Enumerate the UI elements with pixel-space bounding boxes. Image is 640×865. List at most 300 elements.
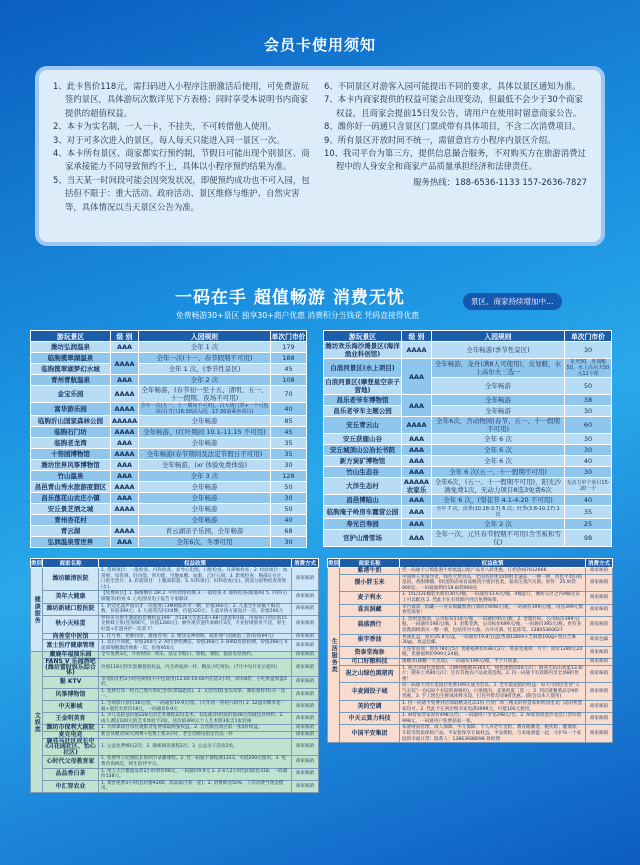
merchant-name: 尚善堂中医馆 [43,633,99,640]
merchant-row [31,676,319,688]
merchant-name: 崔字香油 [340,634,400,646]
merchant-name: FANS V 乐园酒吧(潍坊蕾时娱乐综合体) [43,658,99,676]
attractions-row [30,330,611,548]
ticket-price: 40 [271,403,307,416]
table-row [31,342,307,353]
page-title: 会员卡使用须知 [263,36,376,54]
entry-rule: 全年 1 次 [139,342,271,353]
notice-left-column [53,80,316,236]
column-header: 类别 [328,559,340,568]
merchant-row [328,634,613,646]
column-header: 入园规则 [432,331,565,342]
attraction-name: 安丘城顶山公冶长书院 [324,445,402,456]
notice-item: 4、本卡所有景区、商家都实行预约制，节假日可能出现个别景区、商家承接能力不同导致预约不上，具体以小程序预约结果为准。 [53,148,310,172]
table-row [324,434,612,445]
grade-level: AAAA [402,342,432,359]
grade-level: AAAA [111,504,139,515]
redeem-method: 商家核销 [586,604,613,616]
subline: 免费畅游30+景区 独享30+商户优惠 消费积分当钱花 凭码直接得优惠 [176,311,420,320]
redeem-method: 商家核销 [586,658,613,665]
entry-rule: 全年畅游 [432,378,565,395]
redeem-method: 商家核销 [586,683,613,701]
attraction-name: 潍坊欢乐海沙滩景区(海洋渔业科创馆) [325,342,400,358]
grade-level: AAA [111,375,139,386]
attraction-name: 临朐淹子岭房车露营公园 [324,506,402,519]
redeem-method: 商家核销 [586,646,613,658]
merchant-name: 祝之山绿色黑猪肉 [340,665,400,683]
notice-item: 5、当天某一时间段可能会因突发状况，即便预约成功也不可入园，包括但不限于：重大活动、政府活动、景区维修与维护、自然灾害等，具体情况以当天景区公告为准。 [53,174,310,212]
entry-rule: 青云湖亲子乐园，全年畅游 [139,526,271,537]
benefit-policy: 呼和贝尔原生態超值套餐权益199！含128元雪蛋1箱+68元滋蛋粉1箱，再加每日到店领15克鲜蜂王浆(连领90天，价值1280元)；额外观享遗传承蜂疗3次，专业舒缓筋骨不适，原生好蛋+非遗养护一次拿下！ [99,615,292,633]
benefit-policy: 1. AI智家管家原价498元/台，一码通用户享受298元/台。2. AI家客创意沙龙会门票价值998元，一码通用户免费获取一张。 [400,713,586,725]
column-header: 游玩景区 [31,331,111,342]
ticket-price: 30 [565,342,612,359]
table-row [31,403,307,416]
merchant-name: 可口好粮科技 [340,658,400,665]
column-header: 消费方式 [586,559,613,568]
notice-item: 2、本卡为实名制，一人一卡，不挂失，不可转借他人使用。 [53,121,277,132]
ticket-price: 40 [565,456,612,467]
merchant-row [328,725,613,743]
benefit-policy: 茅台镇第一洞藏——喜宾洞藏酱香白酒原价698元/瓶，一码通价399元/瓶，再送399元酱香堂海参！ [400,604,586,616]
merchant-row [31,756,319,768]
benefit-policy: 1. 大师课项目每位观影者免费领取两张权益。2. 自营演出项目第一张5折权益。 [99,725,292,732]
category-label: 文娱类 [31,652,43,793]
benefit-policy: 新会员赠送50元网费+免费上机3小时，老会员赠送指定饮品一杯 [99,732,292,739]
ticket-price: 40 [271,515,307,526]
grade-level: AAAA [111,526,139,537]
ticket-price: 128 [271,471,307,482]
attractions-table-left [30,330,307,548]
attraction-name: 昌乐老爷车主题公园 [324,406,402,417]
entry-rule: 全年一次(五一、十一期间不可用)，白天场门票+一个可选项目(当日16:30前入园，17:30前乘坐项目) [140,403,269,415]
headline: 一码在手 超值畅游 消费无忧 [175,288,405,308]
merchant-name: 潍坊新城口腔医院 [43,603,99,615]
redeem-method: 商家核销 [586,616,613,634]
merchant-name: 中天影城 [43,701,99,713]
redeem-method: 商家核销 [292,756,319,768]
merchant-row [328,646,613,658]
merchant-row [31,658,319,676]
redeem-method: 商家核销 [292,603,319,615]
merchant-name: 麦克电竞 [43,732,99,739]
column-header: 入园规则 [139,331,271,342]
table-row [324,395,612,406]
table-row [31,386,307,403]
table-row [31,526,307,537]
grade-level: AAA [402,519,432,530]
grade-level: AAA [111,460,139,471]
redeem-method: 商家核销 [586,574,613,592]
entry-rule: 全年畅游，(红叶期间 10.1-11.15 不可用) [139,427,271,438]
attraction-name: 白浪河景区(摩登星空亲子营地) [325,378,400,394]
table-row [31,515,307,526]
notice-item: 6、不同景区对游客入园可能提出不同的要求，具体以景区通知为准。 [324,81,581,91]
attraction-name: 昌乐莲花山农庄小镇 [31,493,111,504]
ticket-price: 30 [565,406,612,417]
attraction-name: 富华游乐园 [31,403,111,416]
ticket-price: 188 [271,353,307,364]
column-header: 级 别 [111,331,139,342]
benefit-policy: 1. 公益免费畅玩2次；2. 趣味阅读课程2次；3. 公益亲子活动2场。 [99,738,292,756]
ticket-price: 45 [271,427,307,438]
table-row [324,467,612,478]
column-header: 游玩景区 [324,331,402,342]
attraction-name: 大洋生态村 [324,478,402,495]
merchant-row [328,683,613,701]
entry-rule: 全年畅游，(xr 体验免费体验) [139,460,271,471]
grade-level: AAA [402,530,432,547]
ticket-price: 108 [271,375,307,386]
growing-badge: 景区、商家持续增加中… [463,293,562,310]
attraction-name: 青州杏花村 [31,515,111,526]
benefit-policy: 1. 少儿美陪送价值228元的艺术课程2次(美术、书法或诗词)送价值48元的画包及材料。2. 成人课送100元的艺术体验卡2张，送价值360元个人艺术照3张含1张装裱 [99,713,292,725]
entry-rule: 全年畅游 [139,482,271,493]
merchant-name: 心时代父母教育家 [43,756,99,768]
merchant-row [31,633,319,640]
grade-level: AAAA [111,482,139,493]
benefit-policy: 享受阳光档3小时纯欢唱(小中包通用)12:00-19:00内任选3小时，酒水8折，小吃拼盘果盘5折。 [99,676,292,688]
merchant-name: 中天云算力科技 [340,713,400,725]
attraction-name: 安丘青云山 [324,417,402,434]
merchant-row [31,615,319,633]
redeem-method: 商家核销 [292,701,319,713]
merchant-row [31,701,319,713]
merchant-row [31,568,319,591]
attraction-name: 安丘获鹿山谷 [324,434,402,445]
merchant-name: 魅 KTV [43,676,99,688]
merchant-name: 潍坊市保利大剧院 [43,725,99,732]
merchant-name: 资泰堂海参 [340,646,400,658]
attraction-name: 临朐老龙湾 [31,438,111,449]
table-header [324,331,612,342]
table-header [31,331,307,342]
ticket-price: 68 [271,526,307,537]
notice-item: 10、我司平台为第三方，提供信息撮合服务，不对购买方在旅游消费过程中的人身安全和商家产品质量承担经济和法律责任。 [324,148,586,172]
table-header [31,559,319,568]
redeem-method: 商家核销 [292,658,319,676]
column-header: 权益政策 [99,559,292,568]
merchant-row [328,568,613,575]
ticket-price: 50 [565,378,612,395]
attraction-name: 昌乐老爷车博物馆 [324,395,402,406]
redeem-method: 商家核销 [292,732,319,739]
column-header: 商家名称 [43,559,99,568]
attraction-name: 竹山生态谷 [324,467,402,478]
entry-rule: 全年一次，元旦春节假期不可用(含雪板和雪仗) [432,530,565,547]
entry-rule: 全年一次(十一、春节假期不可用) [139,353,271,364]
attraction-name: 弘润温泉雪世界 [31,537,111,548]
column-header: 单次门市价 [565,331,612,342]
benefit-policy: 1. 舒适化超声波洁牙一次或进口3M树脂补牙一颗，价值360元；2. 儿童全年涂氟不限次数，价值399元；3. 儿童窝沟封闭4颗，价值320元；儿童早矫方案设计一次，价值500元 [99,603,292,615]
grade-level: AAA [402,445,432,456]
grade-level: AAA [111,537,139,548]
attraction-name: 昌邑博陆山 [324,495,402,506]
grade-level: AAA [402,495,432,506]
merchant-name: 富士医疗健康管理 [43,640,99,652]
entry-rule: 全年畅游 [432,406,565,417]
attraction-name: 白浪河景区(水上项目) [324,359,402,378]
column-header: 类别 [31,559,43,568]
entry-rule: 全年畅游 [139,493,271,504]
table-row [324,506,612,519]
attraction-name: 临朐揽翠湖温泉 [31,353,111,364]
ticket-price: 30 [565,434,612,445]
entry-rule: 全年畅游，龙舟(满8人可使用)，皮划艇，水上高尔夫三选一 [432,359,565,378]
entry-rule: 全年畅游 [139,416,271,427]
category-label: 生活服务类 [328,568,340,743]
redeem-method: 商家核销 [292,725,319,732]
merchant-name: 风筝博物馆 [43,688,99,700]
merchant-name: 馒小胖玉米 [340,574,400,592]
entry-rule: 全年 3 次 [139,471,271,482]
redeem-method: 商家核销 [586,701,613,713]
grade-level: AAA [402,359,432,395]
entry-rule: 全年畅游 [139,438,271,449]
attraction-name: 青州青航温泉 [31,375,111,386]
merchant-row [31,738,319,756]
table-row [31,537,307,548]
merchant-row [31,640,319,652]
merchant-name: 紫港牛奶 [340,568,400,575]
ticket-price: 40 [565,495,612,506]
notice-item: 1、此卡售价118元，需扫码进入小程序注册激活后使用，可免费游玩签约景区，具体游玩次数详见下方表格；同时享受本说明书内商家提供的超值权益。 [53,81,309,118]
grade-level: AAAAA 农家乐 [402,478,432,495]
redeem-method: 商家核销 [292,615,319,633]
table-row [324,530,612,547]
notice-panel [35,66,605,246]
entry-rule: 全年 6 次 [432,434,565,445]
entry-rule: 全年 2 次 [432,519,565,530]
merchant-name: 秋小天桂蛋 [43,615,99,633]
benefit-policy: 1. 15L/12L桶装水原价30元/桶，一码通价13.6元/桶，4桶起订，潍坊五区之内4桶及以上可以配送 2. 凭此卡在有效期内到店免费喝茶。 [400,592,586,604]
table-row [31,427,307,438]
table-row [31,471,307,482]
benefit-policy: 家庭财富管理、成人保障、少儿保障、个人养老年金险、教育储蓄金、税优险、健康险、车险等资质保险产品。平安银保享专属权益，平安保险，与本地商盟一起，守护每一个家庭的幸福日常！联系人：13863688098 蒋经理 [400,725,586,743]
grade-level: AAA [402,434,432,445]
grade-level: AAAA [402,417,432,434]
table-row [31,460,307,471]
attraction-name: 潍坊世界风筝博物馆 [31,460,111,471]
benefit-policy: 全年免费3次，开放时间：周末、法定节假日、寒假、暑假，提前电话预约。 [99,652,292,659]
table-row [324,406,612,417]
ticket-price: 45 [271,364,307,375]
grade-level: AAA [402,467,432,478]
merchant-row [31,603,319,615]
notice-item: 8、潍你好一码通只含景区门票或带有具体项目，不含二次消费项目。 [324,121,581,132]
redeem-method: 商家核销 [586,592,613,604]
redeem-method: 商家核销 [292,738,319,756]
attraction-name: 寿光百寿园 [324,519,402,530]
entry-rule: 全年畅游(春节期间及法定节假日不可用) [139,449,271,460]
table-row [324,478,612,495]
notice-right-column [324,80,587,236]
ticket-price: 30 [271,537,307,548]
notice-right-items [324,80,587,174]
entry-rule: 全年 6 次，(梨花节 4.1-4.20 不可用) [432,495,565,506]
redeem-method: 商家包邮 [586,634,613,646]
ticket-price: 35 [271,438,307,449]
column-header: 商家名称 [340,559,400,568]
redeem-method: 商家核销 [292,780,319,792]
merchant-row [328,574,613,592]
table-row [324,495,612,506]
redeem-method: 商家核销 [292,688,319,700]
table-row [31,416,307,427]
merchant-row [328,658,613,665]
entry-rule: 全年畅游，(春节初一至十五、清明、五一、十一假期、夜场不可用) [139,386,271,403]
grade-level: AAA [402,395,432,417]
entry-rule: 全年 1 次，(季节性景区) [139,364,271,375]
merchant-row [328,701,613,713]
redeem-method: 商家核销 [586,713,613,725]
benefit-policy: 1. 贵州金酱酒，公司标价219元/瓶，一码通价95元/瓶。2. 金酱红标，公司标价399元/瓶，一码通价198元/瓶。3. 金酱金典，公司标价699元/瓶，一码通价395元/瓶。更有多款酱酒相酒买一赠一酒，包括洋河大曲、古井贡酒、红花郎等，13805360627 [400,616,586,634]
merchant-name: 中国平安集团 [340,725,400,743]
entry-rule: 全年6次，(五一、十一假期不可用)，阳光沙滩免费1次，无动力项目8选3免费6次 [432,478,565,495]
ticket-price: 70 [271,386,307,403]
ticket-price: 50 [271,482,307,493]
redeem-method: 商家核销 [292,652,319,659]
table-row [31,449,307,460]
table-row [31,482,307,493]
grade-level: AAAA [111,386,139,403]
column-header: 消费方式 [292,559,319,568]
merchant-row [31,768,319,780]
benefit-policy: 1. 双启空间舱，价值260元 2. AI目诊检测仪，价值368元 3. BIRD皮肤检测，价值268元 4. 面部细胞激活焕新一次，价值950元 [99,640,292,652]
attraction-name: 潍坊弘润温泉 [31,342,111,353]
redeem-method: 商家核销 [292,676,319,688]
table-row [324,519,612,530]
ticket-price: 98 [565,530,612,547]
merchant-name: 鹿非马社区成长中心(花园社区、怡心社区) [43,738,99,756]
merchant-row [328,592,613,604]
attraction-name: 新方炭矿博物馆 [324,456,402,467]
redeem-method: 商家核销 [292,768,319,780]
entry-rule: 全年畅游 [139,504,271,515]
ticket-price: 50 [271,504,307,515]
service-hotline: 服务热线：188-6536-1133 157-2636-7827 [413,176,587,187]
ticket-price: 龙舟50，皮划艇50，水上高尔夫50元12个球 [565,359,612,378]
benefit-policy: 持一码通卡到丰麦园店免费199元成为会员。1. 全年最超值的权益：每天可到店堂食“人气水饺”一份(20个水饺的规格份)，白菜猪肉、韭菜鸡蛋二选一。2. 到店就餐菜品享9折优惠。3. 手工现包生鲜或冰鲜水饺，打包外带均享8折优惠。(限会员本人使用) [400,683,586,701]
ticket-price: 30 [271,460,307,471]
redeem-method: 商家核销 [586,568,613,575]
entry-rule: 全年 6 次 [432,445,565,456]
entry-rule: 全年 6 次(五一、十一假期不可用) [432,467,565,478]
benefit-policy: 大连带添加：原价780元5斤 优惠福利价438元3斤；资泰堂燕窝：月卡：原价1280元24瓶，优惠福利价999元24瓶。 [400,646,586,658]
merchant-name: 品品香白茶 [43,768,99,780]
ticket-price: 无动力单个项目15-20一个 [565,478,612,495]
grade-level: AAAA [111,353,139,375]
notice-item: 7、本卡内商家提供的权益可能会出现变动，但最低不会少于30个商家权益，且商家会提前15日发公告，请用户在使用时留意商家公告。 [324,94,583,118]
grade-level: AAA [111,471,139,482]
grade-level: AAAA [111,403,139,416]
grade-level: AAA [111,438,139,449]
benefit-policy: 锤糖米(降糖一天见效)，一码通价199元/箱，半个月的量。 [400,658,586,665]
entry-rule: 全年 7 次，淡季(10.18-3.7) 6 次；旺季(3.8-10.17) 1 次 [432,506,565,519]
benefit-policy: 1. 全场影片原价38元/张，一码通价19.9元/张。(大年初一到初六除外) 2. 32盎司爆米花一桶+瓶装水原价18元，一码通价9.9元 [99,701,292,713]
tables-area [30,330,611,799]
redeem-method: 商家核销 [292,633,319,640]
redeem-method: 商家核销 [292,568,319,591]
benefit-policy: 1. 免费得王纪姐院长的两节录播课程。2. 凭一码通卡课程满1313，可抵200元使用。3. 免费咨询两次，终生陪伴学习。 [99,756,292,768]
merchant-row [328,616,613,634]
benefit-policy: 1. 单人大厅雅座品茗2小时原价68元，一码通价9.9元 2. 2-4人2小时包间原价318，一码通价138元。 [99,768,292,780]
benefit-policy: 1. 祝之山绿色黑猪肉，山林纯粮散养365天，绿色黑猪肉50元/斤；散养无抗山鸡蛋13.6/斤；散养土鸡80元/只；还有其他农产品欢迎选购。2. 持一码通卡有效期内享全场8折优惠！ [400,665,586,683]
attraction-name: 昌邑青山秀水旅游度假区 [31,482,111,493]
benefit-policy: 中国鲜玉米领导者，绿色天然食品，全国名特优1h锁鲜非速冻，一棒一棒，河套平原轩转基因，香甜爆糯，0化肥0添加食品级真空密封包装，超高压蒸汽灭菌。原价：25.9/袋900克，一码通福利价18.8/袋900克 [400,574,586,592]
grade-level: AAA [111,493,139,504]
table-row [324,342,612,359]
benefit-policy: 1. 免费打印一枚自己照片的纪念章(带镜匙扣)。2. 文创雪糕(龙头风筝、潍坊象样样)买一送一。 [99,688,292,700]
redeem-method: 商家核销 [292,640,319,652]
merchants-row [30,558,611,793]
merchant-name: 美的空调 [340,701,400,713]
merchants-table-left [30,558,319,793]
benefit-policy: 1. 挂号费、把脉问诊、健康咨询；2. 赠送安神助眠、疏肝理气消解泡三袋(价值69元) [99,633,292,640]
table-row [324,417,612,434]
merchant-name: 喜宾洞藏 [340,604,400,616]
benefit-policy: 【免费项目】1. 胸椎侧位 DR 2. 中医经络检测 3. 一般检查 4. 眼科检查(眼底AI) 5. 内科(心肺腹等)检查 6. 心电图及电子报告专家解读 [99,591,292,603]
table-row [324,445,612,456]
ticket-price: 25 [565,519,612,530]
entry-rule: 全年6次，含动物园(春节、五一、十一假期不可用) [432,417,565,434]
merchant-name: 麋鹿年福演乐园 [43,652,99,659]
benefit-policy: 凭一码通卡订购紫港牛奶低温日配产品享八折优惠，订奶热线7612666 [400,568,586,575]
merchant-name: 晨盛酒行 [340,616,400,634]
merchant-row [31,780,319,792]
grade-level: AAA [402,506,432,519]
table-row [31,438,307,449]
entry-rule: 全年畅游 [432,395,565,406]
merchant-row [328,665,613,683]
attraction-name: 十笏园博物馆 [31,449,111,460]
benefit-policy: 香油礼盒：原价35.8元/盒，一码通价19.8元/盒(香油128ml+芝麻酱160g+熟白芝麻30g)，再盒包邮。 [400,634,586,646]
merchant-row [31,688,319,700]
table-row [324,456,612,467]
redeem-method: 商家核销 [586,665,613,683]
ticket-price: 30 [565,445,612,456]
attraction-name: 金宝乐园 [31,386,111,403]
entry-rule: 全年 6 次 [432,456,565,467]
merchant-name: 丰麦园饺子城 [340,683,400,701]
attraction-name: 临朐石门坊 [31,427,111,438]
column-header: 单次门市价 [271,331,307,342]
grade-level [111,515,139,526]
grade-level: AAAAA [112,417,138,425]
ticket-price: 30 [565,467,612,478]
grade-level: AAAA [111,449,139,460]
notice-item: 9、所有景区开放时间不统一，需留意官方小程序内景区介绍。 [324,134,556,145]
entry-rule: 全年畅游 [139,515,271,526]
table-row [324,378,612,395]
merchant-name: 潍坊颐清医院 [43,568,99,591]
table-row [31,364,307,375]
merchant-row [328,604,613,616]
grade-level: AAA [402,456,432,467]
column-header: 级 别 [402,331,432,342]
attraction-name: 安丘景芝酒之城 [31,504,111,515]
table-row [31,353,307,364]
redeem-method: 商家核销 [586,725,613,743]
entry-rule: 全年6次，冬季可用 [139,537,271,548]
ticket-price: 60 [565,417,612,434]
attractions-table-right [323,330,612,547]
merchant-row [31,591,319,603]
merchant-row [328,713,613,725]
table-row [31,504,307,515]
notice-item: 3、对于可多次进入的景区，每人每天只能进入同一景区一次。 [53,134,285,145]
benefit-policy: 1. 菜窖免费3小时(总价值¥200，高品质白茶一壶)；2. 消费即送50%，下次消费当现金使用。 [99,780,292,792]
